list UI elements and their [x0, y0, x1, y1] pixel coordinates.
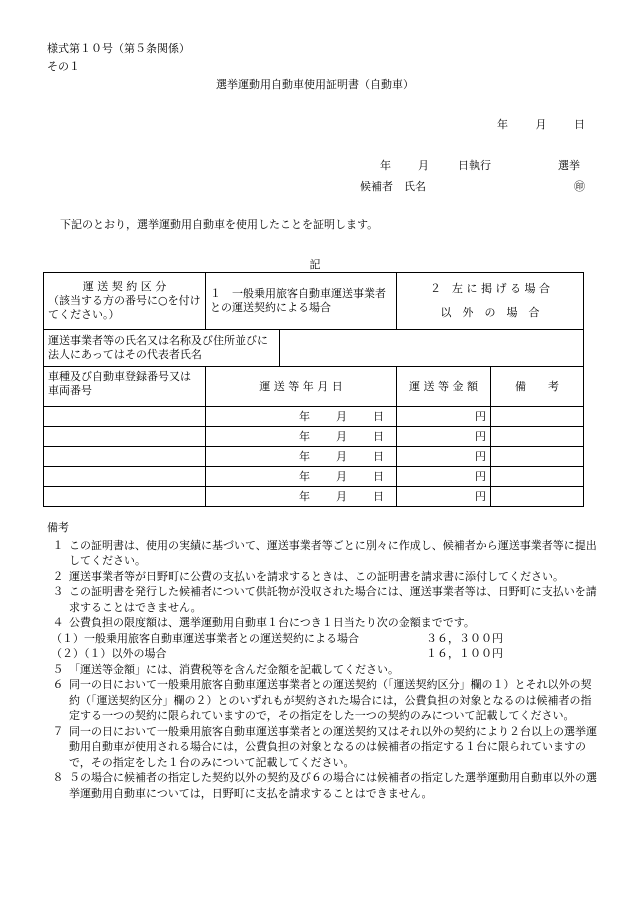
amount-cell[interactable]: 円 — [397, 467, 491, 487]
table-row — [44, 407, 584, 427]
table-row — [44, 487, 584, 507]
note-item: １ この証明書は、使用の実績に基づいて、運送事業者等ごとに別々に作成し、候補者から運送事業者等に提出してください。 — [52, 538, 597, 567]
header-row — [44, 367, 584, 407]
date-cell[interactable]: 年 月 日 — [206, 467, 397, 487]
note-item: ３ この証明書を発行した候補者について供託物が没収された場合には、運送事業者等は、日野町に支払いを請求することはできません。 — [52, 585, 597, 614]
exec-day-label: 日執行 — [458, 159, 491, 172]
contract-type-label-cell — [44, 273, 206, 330]
usage-table — [43, 272, 584, 507]
date-cell[interactable]: 年 月 日 — [206, 407, 397, 427]
vehicle-label: 車種及び自動車登録番号又は車両番号 — [44, 367, 206, 407]
operator-name-label: 運送事業者等の氏名又は名称及び住所並びに法人にあってはその代表者氏名 — [44, 330, 280, 367]
exec-year-label: 年 — [380, 159, 391, 172]
amount-cell[interactable]: 円 — [397, 427, 491, 447]
option2-line2: 以 外 の 場 合 — [440, 306, 540, 319]
remarks-cell[interactable] — [491, 447, 584, 467]
vehicle-cell[interactable] — [44, 467, 206, 487]
issue-day-label: 日 — [574, 118, 585, 131]
form-number: 様式第１０号（第５条関係） — [47, 42, 190, 55]
contract-type-note: （該当する方の番号に○を付けてください。） — [48, 294, 201, 321]
operator-name-row — [44, 330, 584, 367]
limit-row-1: （１）一般乗用旅客自動車運送事業者との運送契約による場合 ３６，３００円 — [51, 631, 503, 645]
amount-cell[interactable]: 円 — [397, 487, 491, 507]
amount-cell[interactable]: 円 — [397, 407, 491, 427]
limit-row-2: （２）（１）以外の場合 １６，１００円 — [51, 647, 503, 660]
note-item: ６ 同一の日において一般乗用旅客自動車運送事業者との運送契約（「運送契約区分」欄の１）とそれ以外の契約（「運送契約区分」欄の２）とのいずれもが契約された場合には，公費負担の対象となるのは候補者の指定する一つの契約に限られていますので，その指定をした一つの契約のみについて記載してください。 — [52, 678, 592, 722]
table-row — [44, 447, 584, 467]
note-item: ７ 同一の日において一般乗用旅客自動車運送事業者との運送契約又はそれ以外の契約により２台以上の選挙運動用自動車が使用される場合には，公費負担の対象となるのは候補者の指定する１台に限られていますので，その指定をした１台のみについて記載してください。 — [52, 724, 597, 769]
table-row — [44, 467, 584, 487]
col-date-header: 運 送 等 年 月 日 — [206, 367, 397, 407]
date-cell[interactable]: 年 月 日 — [206, 427, 397, 447]
vehicle-cell[interactable] — [44, 427, 206, 447]
contract-type-row — [44, 273, 584, 330]
date-cell[interactable]: 年 月 日 — [206, 447, 397, 467]
notes-section — [47, 520, 597, 801]
note-item: ５ 「運送等金額」には、消費税等を含んだ金額を記載してください。 — [52, 662, 399, 676]
contract-option-2[interactable] — [397, 273, 584, 330]
vehicle-cell[interactable] — [44, 487, 206, 507]
contract-option-1[interactable]: １ 一般乗用旅客自動車運送事業者との運送契約による場合 — [206, 273, 397, 330]
col-amount-header: 運 送 等 金 額 — [397, 367, 491, 407]
notes-heading: 備考 — [47, 521, 69, 534]
table-row — [44, 427, 584, 447]
note-item: ２ 運送事業者等が日野町に公費の支払いを請求するときは、この証明書を請求書に添付してください。 — [52, 569, 564, 583]
vehicle-cell[interactable] — [44, 407, 206, 427]
election-date-line — [380, 157, 585, 173]
ki-heading: 記 — [309, 258, 321, 271]
amount-cell[interactable]: 円 — [397, 447, 491, 467]
issue-date-line — [497, 116, 585, 132]
sub-number: その１ — [47, 60, 80, 73]
note-item: ８ ５の場合に候補者の指定した契約以外の契約及び６の場合には候補者の指定した選挙運動用自動車以外の選挙運動用自動車については，日野町に支払を請求することはできません。 — [52, 771, 597, 800]
page-title: 選挙運動用自動車使用証明書（自動車） — [216, 78, 414, 91]
remarks-cell[interactable] — [491, 467, 584, 487]
exec-month-label: 月 — [418, 159, 429, 172]
intro-text: 下記のとおり，選挙運動用自動車を使用したことを証明します。 — [60, 218, 379, 231]
operator-name-field[interactable] — [280, 330, 584, 367]
note-item: ４ 公費負担の限度額は、選挙運動用自動車１台につき１日当たり次の金額までです。 — [52, 616, 475, 629]
remarks-cell[interactable] — [491, 407, 584, 427]
contract-type-label: 運 送 契 約 区 分 — [82, 280, 167, 293]
election-label: 選挙 — [558, 159, 580, 172]
issue-year-label: 年 — [497, 118, 508, 131]
candidate-line — [360, 178, 585, 194]
issue-month-label: 月 — [535, 118, 547, 131]
col-remarks-header: 備 考 — [491, 367, 584, 407]
candidate-name-label: 候補者 氏名 — [360, 180, 426, 193]
remarks-cell[interactable] — [491, 487, 584, 507]
remarks-cell[interactable] — [491, 427, 584, 447]
seal-mark: ㊞ — [574, 180, 585, 193]
option2-line1: ２ 左 に 掲 げ る 場 合 — [430, 282, 550, 295]
vehicle-cell[interactable] — [44, 447, 206, 467]
date-cell[interactable]: 年 月 日 — [206, 487, 397, 507]
